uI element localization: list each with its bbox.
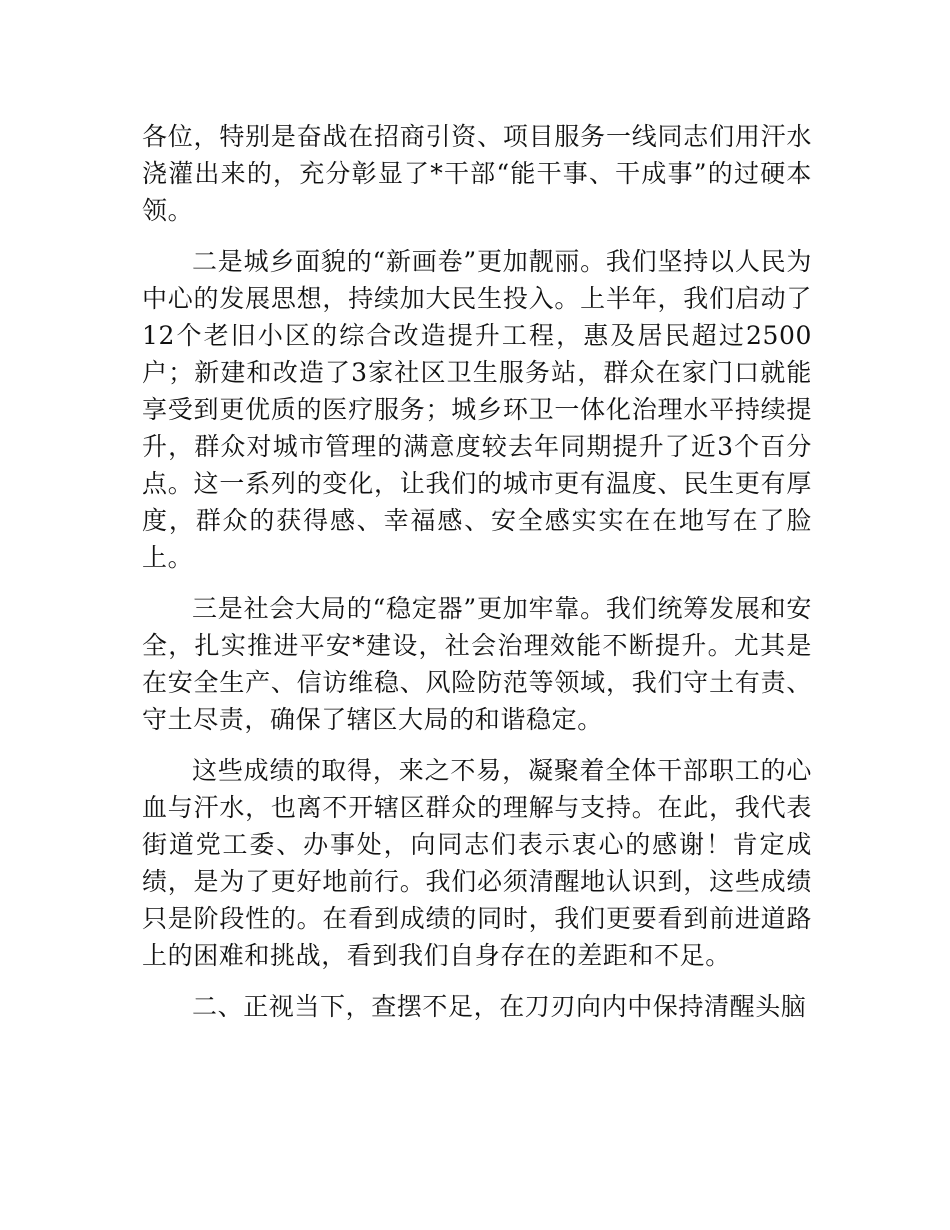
paragraph-achievements: 这些成绩的取得，来之不易，凝聚着全体干部职工的心血与汗水，也离不开辖区群众的理解与支持。在此，我代表街道党工委、办事处，向同志们表示衷心的感谢！肯定成绩，是为了更好地前行。我们必须清醒地认识到，这些成绩只是阶段性的。在看到成绩的同时，我们更要看到前进道路上的困难和挑战，看到我们自身存在的差距和不足。 (142, 756, 812, 970)
document-body (142, 118, 812, 1039)
paragraph-continuation: 各位，特别是奋战在招商引资、项目服务一线同志们用汗水浇灌出来的，充分彰显了*干部“能干事、干成事”的过硬本领。 (142, 122, 812, 225)
paragraph-social-stability: 三是社会大局的“稳定器”更加牢靠。我们统筹发展和安全，扎实推进平安*建设，社会治理效能不断提升。尤其是在安全生产、信访维稳、风险防范等领域，我们守土有责、守土尽责，确保了辖区大局的和谐稳定。 (142, 594, 812, 734)
paragraph-urban-rural: 二是城乡面貌的“新画卷”更加靓丽。我们坚持以人民为中心的发展思想，持续加大民生投入。上半年，我们启动了12个老旧小区的综合改造提升工程，惠及居民超过2500户；新建和改造了3家社区卫生服务站，群众在家门口就能享受到更优质的医疗服务；城乡环卫一体化治理水平持续提升，群众对城市管理的满意度较去年同期提升了近3个百分点。这一系列的变化，让我们的城市更有温度、民生更有厚度，群众的获得感、幸福感、安全感实实在在地写在了脸上。 (142, 247, 812, 572)
section-heading: 二、正视当下，查摆不足，在刀刃向内中保持清醒头脑 (192, 992, 807, 1021)
